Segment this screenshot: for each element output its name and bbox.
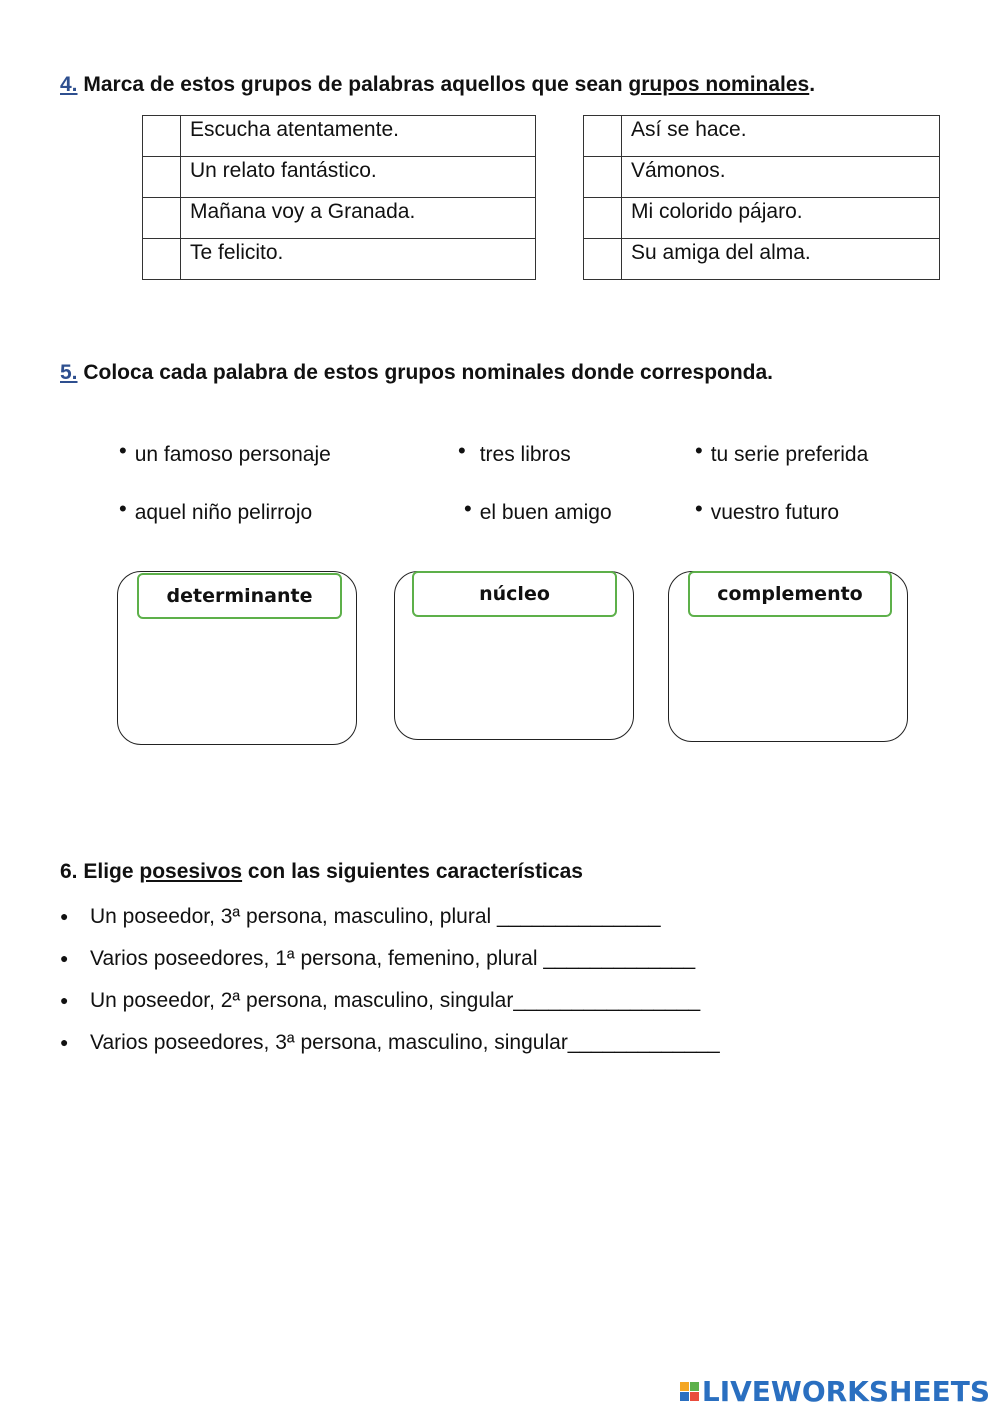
bullet-icon: • — [119, 496, 127, 521]
list-item — [60, 947, 695, 971]
q4-number: 4. — [60, 73, 78, 96]
table-row — [143, 198, 536, 239]
q4-underlined-text: grupos nominales — [628, 73, 810, 96]
table-row — [584, 239, 940, 280]
table-row — [143, 116, 536, 157]
word-group-item[interactable] — [458, 438, 571, 467]
q5-text: Coloca cada palabra de estos grupos nominales donde corresponda. — [77, 361, 774, 384]
word-group-label: aquel niño pelirrojo — [134, 501, 313, 524]
phrase-cell: Mañana voy a Granada. — [181, 198, 536, 239]
word-group-label: un famoso personaje — [134, 443, 331, 466]
posesivo-prompt[interactable]: Un poseedor, 2ª persona, masculino, singular________________ — [90, 989, 701, 1012]
logo-square — [690, 1392, 699, 1401]
word-group-item[interactable] — [119, 438, 331, 467]
determinante-label: determinante — [137, 573, 342, 619]
table-row — [143, 157, 536, 198]
q4-right-table — [583, 115, 940, 280]
bullet-icon: ● — [60, 992, 69, 1008]
posesivo-prompt[interactable]: Un poseedor, 3ª persona, masculino, plural ______________ — [90, 905, 661, 928]
table-row — [143, 239, 536, 280]
checkbox-cell[interactable] — [143, 116, 181, 157]
phrase-cell: Vámonos. — [622, 157, 940, 198]
q6-underlined-text: posesivos — [139, 860, 243, 883]
logo-square — [680, 1392, 689, 1401]
posesivo-prompt[interactable]: Varios poseedores, 3ª persona, masculino, singular_____________ — [90, 1031, 720, 1054]
table-row — [584, 198, 940, 239]
phrase-cell: Te felicito. — [181, 239, 536, 280]
liveworksheets-logo-icon — [680, 1382, 699, 1401]
checkbox-cell[interactable] — [584, 198, 622, 239]
q5-number: 5. — [60, 361, 78, 384]
q5-heading — [60, 361, 773, 385]
list-item — [60, 905, 661, 929]
q6-heading — [60, 860, 583, 884]
word-group-label: vuestro futuro — [710, 501, 840, 524]
logo-text: LIVEWORKSHEETS — [701, 1375, 990, 1408]
checkbox-cell[interactable] — [584, 157, 622, 198]
bullet-icon: ● — [60, 950, 69, 966]
q4-text-end: . — [809, 73, 816, 96]
table-row — [584, 157, 940, 198]
checkbox-cell[interactable] — [143, 239, 181, 280]
q4-left-table — [142, 115, 536, 280]
phrase-cell: Un relato fantástico. — [181, 157, 536, 198]
logo-square — [680, 1382, 689, 1391]
phrase-cell: Así se hace. — [622, 116, 940, 157]
word-group-label: tu serie preferida — [710, 443, 869, 466]
liveworksheets-logo — [680, 1375, 990, 1408]
checkbox-cell[interactable] — [584, 116, 622, 157]
bullet-icon: • — [695, 496, 703, 521]
q4-heading — [60, 73, 815, 97]
phrase-cell: Su amiga del alma. — [622, 239, 940, 280]
bullet-icon: • — [695, 438, 703, 463]
bullet-icon: • — [458, 438, 466, 463]
q6-heading-end: con las siguientes características — [242, 860, 583, 883]
logo-square — [690, 1382, 699, 1391]
word-group-item[interactable] — [119, 496, 313, 525]
list-item — [60, 1031, 720, 1055]
word-group-label: tres libros — [479, 443, 571, 466]
word-group-item[interactable] — [695, 438, 869, 467]
phrase-cell: Mi colorido pájaro. — [622, 198, 940, 239]
word-group-item[interactable] — [695, 496, 840, 525]
checkbox-cell[interactable] — [143, 198, 181, 239]
q6-heading-text: 6. Elige — [60, 860, 140, 883]
checkbox-cell[interactable] — [584, 239, 622, 280]
q4-text: Marca de estos grupos de palabras aquellos que sean — [77, 73, 629, 96]
list-item — [60, 989, 700, 1013]
table-row — [584, 116, 940, 157]
bullet-icon: • — [119, 438, 127, 463]
word-group-label: el buen amigo — [479, 501, 612, 524]
bullet-icon: ● — [60, 908, 69, 924]
bullet-icon: ● — [60, 1034, 69, 1050]
bullet-icon: • — [464, 496, 472, 521]
complemento-label: complemento — [688, 571, 892, 617]
posesivo-prompt[interactable]: Varios poseedores, 1ª persona, femenino, plural _____________ — [90, 947, 696, 970]
nucleo-label: núcleo — [412, 571, 617, 617]
phrase-cell: Escucha atentamente. — [181, 116, 536, 157]
word-group-item[interactable] — [464, 496, 612, 525]
checkbox-cell[interactable] — [143, 157, 181, 198]
